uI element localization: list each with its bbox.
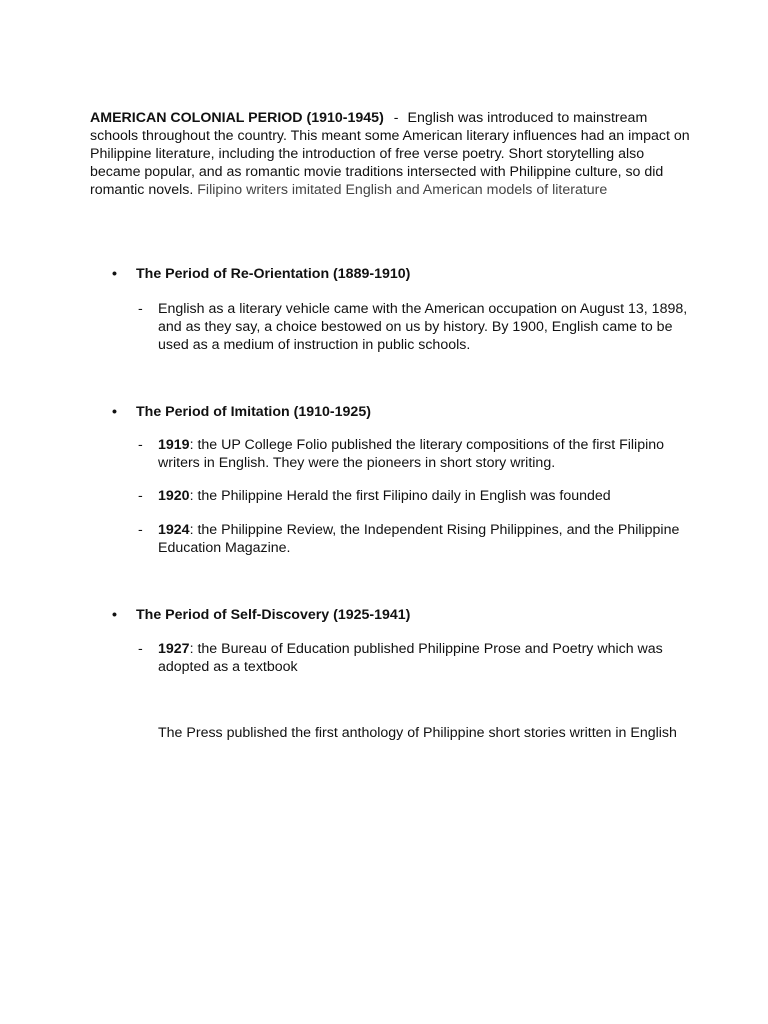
list-item [138, 300, 698, 354]
list-item [138, 521, 698, 557]
bullet-marker: • [112, 404, 117, 420]
section-title-imitation [112, 403, 371, 421]
bullet-marker: • [112, 266, 117, 282]
year-label: 1927 [158, 641, 190, 657]
dash-marker: - [138, 437, 143, 453]
list-item-content [158, 521, 698, 557]
dash-marker: - [138, 522, 143, 538]
list-item-text: : the Philippine Herald the first Filipino daily in English was founded [189, 488, 611, 504]
list-item-content [158, 487, 698, 505]
intro-text: English was introduced to mainstream schools throughout the country. This meant some American literary influences had an impact on Philippine literature, including the introduction of free verse poetry. Short storytelling also became popular, and as romantic movie traditions intersected with Philippine culture, so did romantic novels. [90, 110, 690, 198]
period-heading: AMERICAN COLONIAL PERIOD (1910-1945) [90, 110, 384, 126]
section-title-self-discovery [112, 606, 410, 624]
section-title-reorientation [112, 265, 410, 283]
section-title-text: The Period of Imitation (1910-1925) [136, 404, 371, 420]
list-item-text: : the UP College Folio published the literary compositions of the first Filipino writers in English. They were the pioneers in short story writing. [158, 437, 665, 471]
section-title-text: The Period of Re-Orientation (1889-1910) [136, 266, 411, 282]
list-item-content [158, 640, 698, 676]
list-item-text: : the Philippine Review, the Independent Rising Philippines, and the Philippine Education Magazine. [158, 522, 680, 556]
list-item [138, 436, 698, 472]
list-item-content [158, 436, 698, 472]
intro-text-muted: Filipino writers imitated English and American models of literature [197, 182, 608, 198]
year-label: 1920 [158, 488, 190, 504]
dash-marker: - [138, 641, 143, 657]
intro-paragraph [90, 109, 690, 199]
closing-note: The Press published the first anthology of Philippine short stories written in English [158, 725, 677, 741]
list-item [138, 487, 698, 505]
list-item-text: English as a literary vehicle came with the American occupation on August 13, 1898, and as they say, a choice bestowed on us by history. By 1900, English came to be used as a medium of instruction in public schools. [158, 301, 688, 353]
list-item [138, 640, 698, 676]
year-label: 1924 [158, 522, 190, 538]
heading-dash: - [393, 110, 399, 126]
section-title-text: The Period of Self-Discovery (1925-1941) [136, 607, 411, 623]
dash-marker: - [138, 301, 143, 317]
dash-marker: - [138, 488, 143, 504]
bullet-marker: • [112, 607, 117, 623]
list-item-text: : the Bureau of Education published Philippine Prose and Poetry which was adopted as a textbook [158, 641, 663, 675]
year-label: 1919 [158, 437, 190, 453]
